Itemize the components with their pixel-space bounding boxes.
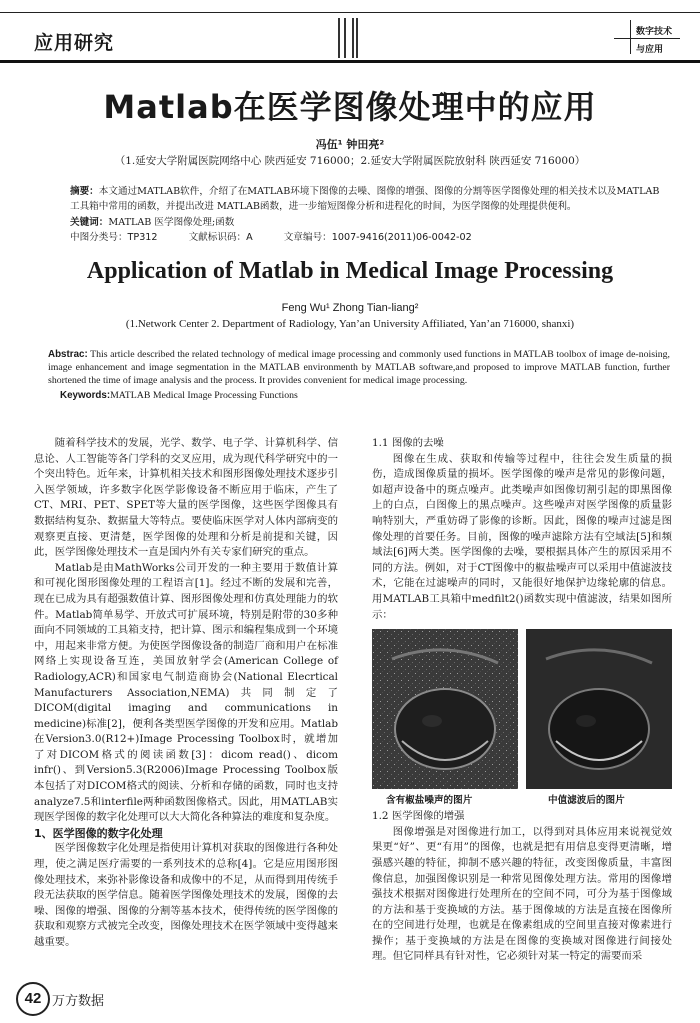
subsection-heading-1-2: 1.2 医学图像的增强 <box>372 810 465 823</box>
page-number-badge: 42 <box>16 982 50 1016</box>
body-column-right <box>372 436 672 965</box>
figure-noisy-image <box>372 629 518 789</box>
abstract-cn-label: 摘要： <box>70 186 99 197</box>
clc-number: 中图分类号：TP312 <box>70 232 158 243</box>
logo-text-bottom: 与应用 <box>636 45 664 55</box>
figure-filter-comparison <box>372 629 672 789</box>
header-top-rule <box>0 12 700 13</box>
paragraph: 医学图像数字化处理是指使用计算机对获取的图像进行各种处理，使之满足医疗需要的一系列技术的总称[4]。它是应用图形图像处理技术，来弥补影像设备和成像中的不足，从而得到用传统手段无法获取的医学信息。随着医学图像处理技术的发展，图像的去噪、图像的增强、图像的分割等基本技术，使得传统的医学图像的获取和观察方式被完全改变，图像处理技术在医学领域中变得越来越重要。 <box>34 842 338 948</box>
abstract-en-label: Abstrac: <box>48 349 88 360</box>
journal-logo <box>610 18 680 58</box>
keywords-en-text: MATLAB Medical Image Processing Functions <box>110 390 298 401</box>
body-column-left <box>34 436 338 951</box>
header-bottom-rule <box>0 60 700 63</box>
abstract-en <box>48 348 670 387</box>
watermark-text: 万方数据 <box>52 994 105 1009</box>
section-heading-1: 1、医学图像的数字化处理 <box>34 826 163 840</box>
figure-filtered-image <box>526 629 672 789</box>
abstract-cn-text: 本文通过MATLAB软件，介绍了在MATLAB环境下图像的去噪、图像的增强、图像的分割等医学图像处理的相关技术以及MATLAB工具箱中常用的函数，并提出改进 MATLAB函数，进一步缩短图像分析和进程化的时间，为医学图像的处理提供便利。 <box>70 186 660 212</box>
keywords-cn <box>70 214 668 228</box>
keywords-en <box>60 390 670 401</box>
keywords-cn-label: 关键词： <box>70 217 109 228</box>
section-tag: 应用研究 <box>34 32 115 54</box>
paragraph: 图像在生成、获取和传输等过程中，往往会发生质量的损伤，造成图像质量的损坏。医学图像的噪声是常见的影像问题，如超声设备中的斑点噪声。此类噪声如图像切割引起的即黑图像上的白点，白图像上的黑点噪声。这些噪声对医学图像的质量影响特别大，严重妨碍了影像的诊断。因此，图像的噪声过滤是图像处理的首要任务。目前，图像的噪声滤除方法有空域法[5]和频域法[6]两大类。医学图像的去噪，要根据具体产生的原因采用不同的方法。例如，对于CT图像中的椒盐噪声可以采用中值滤波技术，它能在过滤噪声的同时，又能很好地保护边缘轮廓的信息。用MATLAB工具箱中medfilt2()函数实现中值滤波，结果如图所示： <box>372 452 672 621</box>
figure-caption-left: 含有椒盐噪声的图片 <box>386 795 473 807</box>
title-en: Application of Matlab in Medical Image Processing <box>86 258 614 284</box>
paragraph: 图像增强是对图像进行加工，以得到对具体应用来说视觉效果更“好”、更“有用”的图像，也就是把有用信息变得更清晰，增强感兴趣的特征，抑制不感兴趣的特征，改变图像质量，丰富图像信息，加强图像识别是一种常见图像处理方法。常用的图像增强技术根据对图像进行处理所在的空间不同，可分为基于图像域的方法和基于变换域的方法。基于图像域的方法是直接在图像所在的空间进行处理，也就是在像素组成的空间里直接对像素进行操作；基于变换域的方法是在图像的变换域对图像进行间接处理。但它同样具有针对性，它必须针对某一特定的需要而采 <box>372 825 672 963</box>
paragraph: Matlab是由MathWorks公司开发的一种主要用于数值计算和可视化图形图像处理的工程语言[1]。经过不断的发展和完善，现在已成为具有超强数值计算、图形图像处理和仿真处理能力的软件。Matlab简单易学、开放式可扩展环境，特别是附带的30多种面向不同领域的工具箱支持，把计算、图示和编程集成到一个环境中，用起来非常方便。为使医学图像设备的制造厂商和用户在标准网络上实现设备互连，美国放射学会(American College of Radiology,ACR)和国家电气制造商协会(National Elecrtical Manufacturers Association,NEMA)共同制定了DICOM(digital imaging and communications in medicine)标准[2]，便利各类型医学图像的开发和应用。Matlab在Version3.0(R12+)Image Processing Toolbox时，就增加了对DICOM格式的阅读函数[3]：dicom read()、dicom infr()、到Version5.3(R2006)Image Processing Toolbox版本包括了对DICOM格式的阅读、分析和存储的函数，同时也支持analyze7.5和interfile两种函数图像格式。因此，用MATLAB实现医学图像的数字化处理可以大大简化各种算法的难度和复杂度。 <box>34 561 338 824</box>
paragraph: 随着科学技术的发展，光学、数学、电子学、计算机科学、信息论、人工智能等各门学科的交叉应用，成为现代科学研究中的一个突出特色。近年来，计算机相关技术和图形图像处理技术逐步引入医学领域，许多数字化医学影像设备不断应用于临床，产生了CT、MRI、PET、SPET等大量的医学图像，这些医学图像具有数据结构复杂、数据量大等特点。要使临床医学对人体内部病变的观察更直接、更清楚，医学图像的处理和分析是前提和关键，因此，医学图像处理技术一直是国内外有关专家们研究的重点。 <box>34 437 338 559</box>
document-code: 文献标识码：A <box>188 232 253 243</box>
abstract-cn <box>70 184 668 214</box>
affiliation-en: (1.Network Center 2. Department of Radiology, Yan’an University Affiliated, Yan’an 716000, shanxi) <box>125 318 575 330</box>
logo-text-top: 数字技术 <box>636 27 673 37</box>
figure-caption-right: 中值滤波后的图片 <box>548 795 625 807</box>
figure-captions <box>372 793 672 809</box>
affiliation-cn: （1.延安大学附属医院网络中心 陕西延安 716000；2.延安大学附属医院放射科 陕西延安 716000） <box>114 155 586 167</box>
header-decoration-bars <box>338 18 360 58</box>
subsection-heading-1-1: 1.1 图像的去噪 <box>372 437 444 449</box>
authors-cn: 冯伍¹ 钟田亮² <box>315 138 385 151</box>
title-cn: Matlab在医学图像处理中的应用 <box>103 88 597 126</box>
keywords-en-label: Keywords: <box>60 390 111 401</box>
article-number: 文章编号：1007-9416(2011)06-0042-02 <box>283 232 472 243</box>
classification-line <box>70 229 668 243</box>
authors-en: Feng Wu¹ Zhong Tian-liang² <box>281 302 419 314</box>
keywords-cn-text: MATLAB 医学图像处理;函数 <box>108 217 235 228</box>
abstract-en-text: This article described the related technology of medical image processing and commonly used functions in MATLAB toolbox of image de-noising, image enhancement and image segmentation in the MATLAB environmenth by MATLAB software,and proposed to improve MATLAB function, further shortened the time of image analysis and the process. It provides convenient for medical image processing. <box>48 349 670 386</box>
